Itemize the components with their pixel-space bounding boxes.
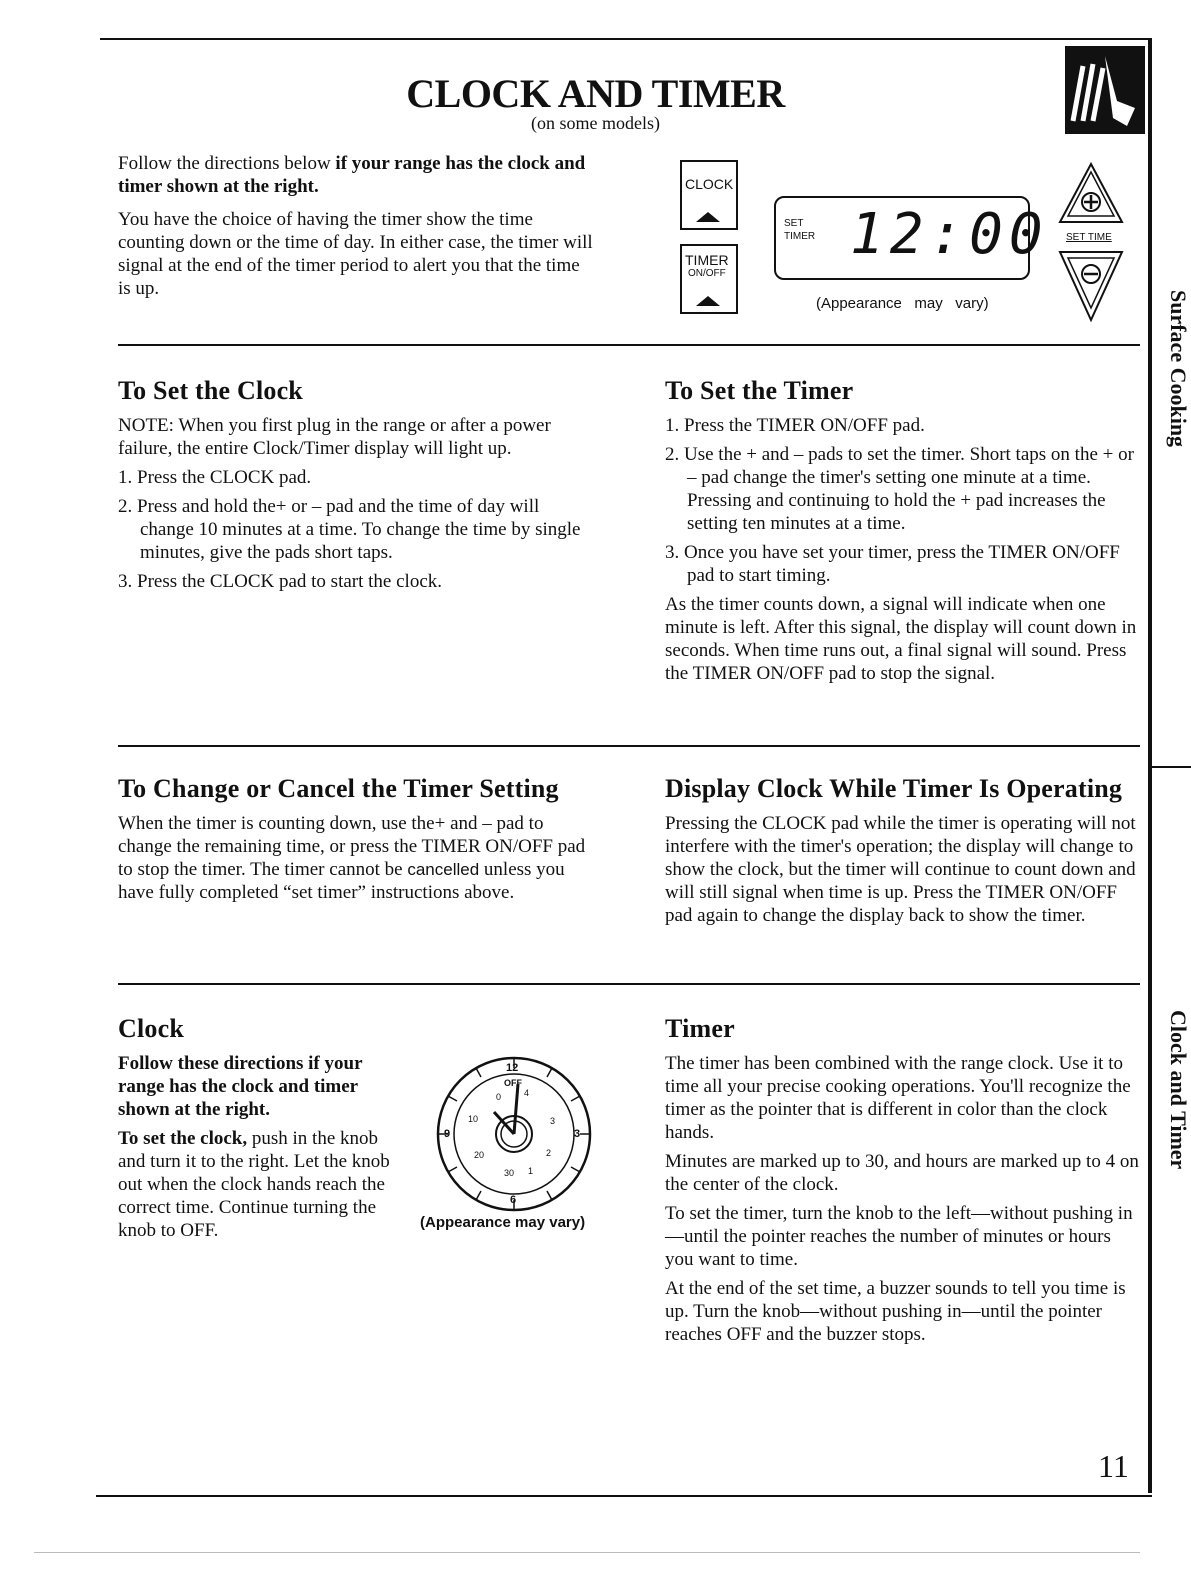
change-timer-bold: cancelled: [407, 860, 480, 879]
list-item: 2. Use the + and – pads to set the timer. Short taps on the + or – pad change the timer's setting one minute at a time. Pressing and continuing to hold the + pad increases the setting ten minutes at a time.: [665, 444, 1134, 534]
clock-bold-intro: Follow these directions if your range has the clock and timer shown at the right.: [118, 1053, 363, 1120]
set-clock-heading: To Set the Clock: [118, 376, 303, 405]
dial-off: OFF: [504, 1078, 522, 1088]
set-clock-note: NOTE: When you first plug in the range or after a power failure, the entire Clock/Timer display will light up.: [118, 415, 551, 459]
timer-on-off-pad[interactable]: [680, 244, 738, 314]
list-item: 3. Once you have set your timer, press the TIMER ON/OFF pad to start timing.: [665, 542, 1120, 586]
minus-triangle-icon: [1056, 246, 1126, 326]
display-set-label: SET: [784, 218, 804, 229]
plus-button[interactable]: [1056, 160, 1126, 230]
display-clock-section: [665, 774, 1143, 933]
page-subtitle: (on some models): [531, 113, 660, 133]
dial-timer-10: 10: [468, 1114, 479, 1124]
clock-caption: (Appearance may vary): [420, 1214, 586, 1231]
section-rule-1: [118, 344, 1140, 346]
set-time-label: SET TIME: [1066, 232, 1112, 243]
list-item: 1. Press the CLOCK pad.: [118, 467, 312, 488]
sidebar-section-lower: Clock and Timer: [1166, 1010, 1191, 1170]
timer-pad-label: TIMER: [685, 252, 729, 268]
change-timer-text: [118, 812, 598, 904]
dial-hour-4: 4: [524, 1088, 530, 1098]
dial-9: 9: [444, 1128, 451, 1140]
bottom-rule: [96, 1495, 1152, 1497]
dial-timer-30: 30: [504, 1168, 515, 1178]
clock-lead-text: push in the knob and turn it to the right. Let the knob out when the clock hands reach the correct time. Continue turning the knob to OFF.: [118, 1128, 390, 1241]
display-clock-heading: Display Clock While Timer Is Operating: [665, 774, 1123, 803]
sidebar-divider: [1152, 766, 1191, 768]
time-display: [774, 196, 1049, 280]
clock-pad[interactable]: [680, 160, 738, 230]
intro: [118, 152, 596, 306]
display-timer-label: TIMER: [784, 231, 816, 242]
display-clock-text: Pressing the CLOCK pad while the timer is operating will not interfere with the timer's operation; the display will change to show the clock, but the timer will continue to count down and will still signal when time is up. Press the TIMER ON/OFF pad again to change the display back to show the timer.: [665, 813, 1136, 926]
clock-pad-label: CLOCK: [685, 176, 734, 192]
dial-hour-1: 1: [528, 1166, 534, 1176]
dial-6: 6: [510, 1194, 517, 1206]
clock-instructions: [118, 1127, 394, 1242]
page-title: CLOCK AND TIMER: [406, 71, 785, 116]
timer-section: [665, 1014, 1143, 1352]
timer-pad-sublabel: ON/OFF: [688, 268, 726, 279]
list-item: 3. Press the CLOCK pad to start the clock.: [118, 571, 443, 592]
minus-button[interactable]: [1056, 246, 1126, 326]
section-rule-3: [118, 983, 1140, 985]
change-timer-text-b: unless you have fully completed “set timer” instructions above.: [118, 859, 565, 903]
change-timer-text-a: When the timer is counting down, use the+ and – pad to change the remaining time, or press the TIMER ON/OFF pad to stop the timer. The timer cannot be: [118, 813, 586, 880]
change-timer-section: [118, 774, 598, 910]
analog-clock-dial: [434, 1054, 594, 1214]
dial-timer-20: 20: [474, 1150, 485, 1160]
top-rule: [100, 38, 1150, 40]
timer-paragraph-3: To set the timer, turn the knob to the left—without pushing in—until the pointer reaches the number of minutes or hours you want to time.: [665, 1203, 1133, 1270]
list-item: 2. Press and hold the+ or – pad and the time of day will change 10 minutes at a time. To change the time by single minutes, give the pads short taps.: [118, 496, 581, 563]
timer-heading: Timer: [665, 1014, 735, 1043]
triangle-icon: [696, 212, 720, 222]
list-item: 1. Press the TIMER ON/OFF pad.: [665, 415, 925, 436]
timer-paragraph-1: The timer has been combined with the range clock. Use it to time all your precise cooking operations. You'll recognize the timer as the pointer that is different in color than the clock hands.: [665, 1053, 1131, 1143]
display-time-readout: 12:00: [850, 202, 1049, 267]
set-timer-steps: [665, 414, 1140, 587]
set-clock-section: [118, 376, 594, 599]
clock-section: [118, 1014, 394, 1248]
change-timer-heading: To Change or Cancel the Timer Setting: [118, 774, 559, 803]
footer-line: [34, 1552, 1140, 1553]
plus-triangle-icon: [1056, 160, 1126, 230]
clock-lead-bold: To set the clock,: [118, 1128, 248, 1149]
dial-3: 3: [574, 1128, 581, 1140]
intro-bold-text: if your range has the clock and timer shown at the right.: [118, 153, 586, 197]
timer-paragraph-4: At the end of the set time, a buzzer sounds to tell you time is up. Turn the knob—without pushing in—until the pointer reaches OFF and the buzzer stops.: [665, 1278, 1126, 1345]
intro-paragraph-1: [118, 152, 596, 198]
set-timer-section: [665, 376, 1140, 691]
set-clock-steps: [118, 466, 594, 593]
dial-hour-2: 2: [546, 1148, 552, 1158]
triangle-icon: [696, 296, 720, 306]
panel-caption: (Appearance may vary): [816, 295, 989, 312]
dial-hour-3: 3: [550, 1116, 556, 1126]
section-rule-2: [118, 745, 1140, 747]
dial-timer-0: 0: [496, 1092, 502, 1102]
page-number: 11: [1098, 1448, 1129, 1484]
sidebar-section-upper: Surface Cooking: [1166, 290, 1191, 448]
clock-heading: Clock: [118, 1014, 184, 1043]
intro-paragraph-2: You have the choice of having the timer show the time counting down or the time of day. In either case, the timer will signal at the end of the timer period to alert you that the time is up.: [118, 209, 593, 299]
timer-paragraph-2: Minutes are marked up to 30, and hours are marked up to 4 on the center of the clock.: [665, 1151, 1139, 1195]
set-timer-heading: To Set the Timer: [665, 376, 854, 405]
set-timer-after: As the timer counts down, a signal will indicate when one minute is left. After this signal, the display will count down in seconds. When time runs out, a final signal will sound. Press the TIMER ON/OFF pad to stop the signal.: [665, 594, 1137, 684]
dial-12: 12: [506, 1062, 519, 1074]
intro-text: Follow the directions below: [118, 153, 336, 174]
